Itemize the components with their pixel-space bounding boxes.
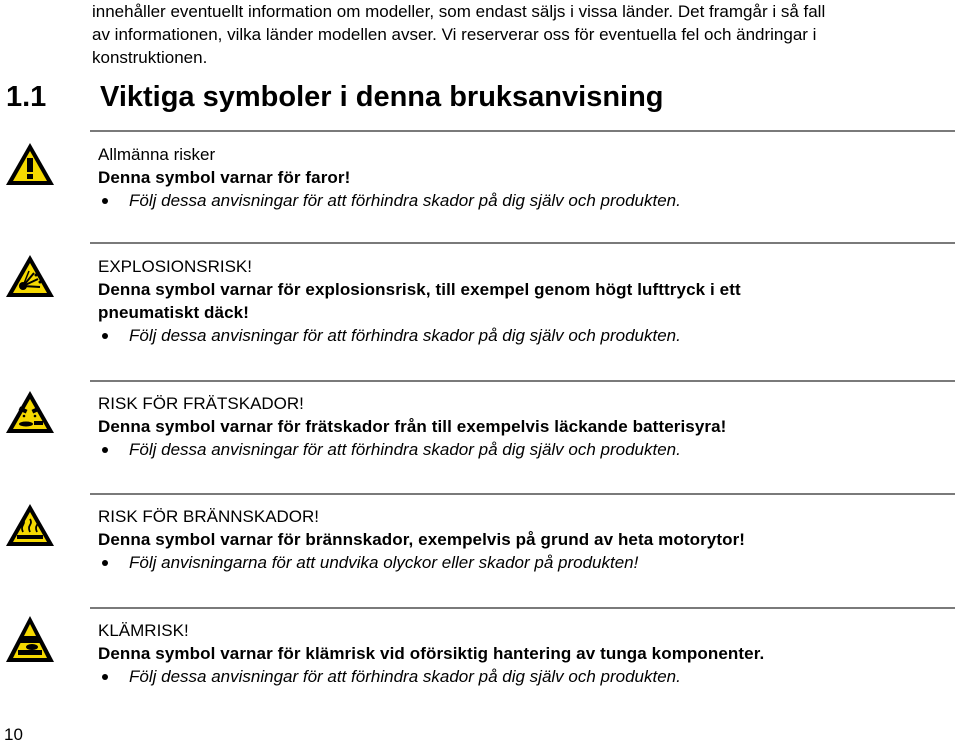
explosion-warning-icon <box>4 253 56 299</box>
symbol-title: RISK FÖR FRÄTSKADOR! <box>98 394 304 413</box>
symbol-description: Denna symbol varnar för faror! <box>98 168 351 187</box>
hot-surface-warning-icon <box>4 502 56 548</box>
symbol-instruction <box>98 665 948 688</box>
crush-hazard-warning-icon <box>4 614 56 664</box>
symbol-description: pneumatiskt däck! <box>98 303 249 322</box>
symbol-description: Denna symbol varnar för brännskador, exempelvis på grund av heta motorytor! <box>98 530 746 549</box>
symbol-instruction <box>98 324 948 347</box>
divider <box>90 607 955 609</box>
divider <box>90 130 955 132</box>
bullet-dot <box>102 674 108 680</box>
symbol-description: Denna symbol varnar för klämrisk vid oförsiktig hantering av tunga komponenter. <box>98 644 765 663</box>
bullet-dot <box>102 447 108 453</box>
bullet-dot <box>102 198 108 204</box>
symbol-instruction-text: Följ dessa anvisningar för att förhindra skador på dig själv och produkten. <box>129 326 681 345</box>
symbol-instruction <box>98 438 948 461</box>
symbol-title: Allmänna risker <box>98 145 216 164</box>
bullet-dot <box>102 560 108 566</box>
section-heading: Viktiga symboler i denna bruksanvisning <box>100 81 664 113</box>
intro-line: innehåller eventuellt information om modeller, som endast säljs i vissa länder. Det framgår i så fall <box>92 2 826 21</box>
divider <box>90 493 955 495</box>
divider <box>90 380 955 382</box>
symbol-instruction-text: Följ anvisningarna för att undvika olyckor eller skador på produkten! <box>129 553 639 572</box>
symbol-description: Denna symbol varnar för explosionsrisk, till exempel genom högt lufttryck i ett <box>98 280 741 299</box>
symbol-instruction-text: Följ dessa anvisningar för att förhindra skador på dig själv och produkten. <box>129 191 681 210</box>
divider <box>90 242 955 244</box>
symbol-description: Denna symbol varnar för frätskador från till exempelvis läckande batterisyra! <box>98 417 727 436</box>
bullet-dot <box>102 333 108 339</box>
symbol-title: KLÄMRISK! <box>98 621 189 640</box>
symbol-title: RISK FÖR BRÄNNSKADOR! <box>98 507 320 526</box>
page-number: 10 <box>4 725 23 744</box>
intro-line: av informationen, vilka länder modellen avser. Vi reserverar oss för eventuella fel och ändringar i <box>92 25 817 44</box>
corrosive-warning-icon <box>4 389 56 435</box>
intro-line: konstruktionen. <box>92 48 208 67</box>
symbol-entry <box>98 392 948 461</box>
symbol-entry <box>98 505 948 574</box>
symbol-instruction <box>98 189 948 212</box>
intro-paragraph <box>92 0 954 69</box>
symbol-instruction <box>98 551 948 574</box>
symbol-title: EXPLOSIONSRISK! <box>98 257 252 276</box>
symbol-entry <box>98 143 948 212</box>
symbol-instruction-text: Följ dessa anvisningar för att förhindra skador på dig själv och produkten. <box>129 667 681 686</box>
symbol-entry <box>98 255 948 347</box>
symbol-entry <box>98 619 948 688</box>
symbol-instruction-text: Följ dessa anvisningar för att förhindra skador på dig själv och produkten. <box>129 440 681 459</box>
general-warning-icon <box>4 141 56 187</box>
section-number: 1.1 <box>6 81 47 113</box>
